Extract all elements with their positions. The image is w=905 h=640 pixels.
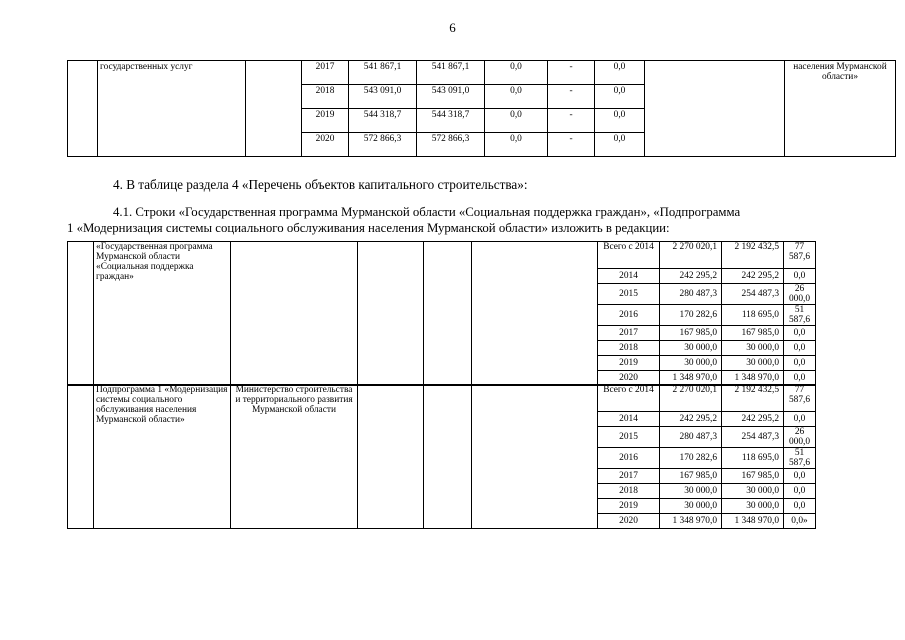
total-cell: 280 487,3 [660, 284, 722, 305]
table-cell-empty [645, 61, 785, 157]
federal-cell: 0,0 [784, 484, 816, 499]
federal-cell: 0,0 [485, 133, 548, 157]
year-cell: 2015 [598, 427, 660, 448]
regional-cell: 30 000,0 [722, 499, 784, 514]
table-row [68, 385, 816, 412]
year-cell: 2020 [598, 514, 660, 529]
paragraph-section-4: 4. В таблице раздела 4 «Перечень объектов капитального строительства»: [113, 177, 528, 192]
table-cell-empty [358, 242, 424, 386]
year-cell: 2018 [598, 484, 660, 499]
other-cell: 0,0 [595, 133, 645, 157]
federal-cell: 26 000,0 [784, 284, 816, 305]
regional-cell: 167 985,0 [722, 326, 784, 341]
executor-cell: Министерство строительства и территориального развития Мурманской области [231, 385, 358, 529]
federal-cell: 0,0 [485, 61, 548, 85]
program-name-cell: государственных услуг [98, 61, 246, 157]
regional-cell: 572 866,3 [417, 133, 485, 157]
regional-cell: 2 192 432,5 [722, 242, 784, 269]
page-number: 6 [449, 20, 456, 35]
program-table [67, 241, 816, 386]
total-cell: 242 295,2 [660, 412, 722, 427]
table-cell-empty [246, 61, 302, 157]
table-cell-empty [424, 242, 472, 386]
table-cell-empty [358, 385, 424, 529]
other-cell: 0,0 [595, 85, 645, 109]
year-cell: Всего с 2014 [598, 242, 660, 269]
table-cell-empty [472, 242, 598, 386]
regional-cell: 30 000,0 [722, 356, 784, 371]
table-cell-empty [472, 385, 598, 529]
year-cell: 2014 [598, 269, 660, 284]
subprogram-table [67, 384, 816, 529]
federal-cell: 0,0 [784, 499, 816, 514]
total-cell: 1 348 970,0 [660, 371, 722, 386]
federal-cell: 26 000,0 [784, 427, 816, 448]
regional-cell: 1 348 970,0 [722, 514, 784, 529]
top-continuation-table [67, 60, 896, 157]
table-cell-number [68, 242, 94, 386]
year-cell: 2019 [302, 109, 349, 133]
federal-cell: 0,0 [784, 469, 816, 484]
local-cell: - [548, 133, 595, 157]
federal-cell: 0,0 [784, 326, 816, 341]
year-cell: Всего с 2014 [598, 385, 660, 412]
regional-cell: 1 348 970,0 [722, 371, 784, 386]
regional-cell: 30 000,0 [722, 484, 784, 499]
total-cell: 280 487,3 [660, 427, 722, 448]
year-cell: 2017 [598, 469, 660, 484]
total-cell: 2 270 020,1 [660, 242, 722, 269]
subprogram-name-cell: Подпрограмма 1 «Модернизация системы социального обслуживания населения Мурманской области» [94, 385, 231, 529]
regional-cell: 118 695,0 [722, 305, 784, 326]
total-cell: 242 295,2 [660, 269, 722, 284]
paragraph-4-1-line-1: 4.1. Строки «Государственная программа Мурманской области «Социальная поддержка граждан», «Подпрограмма [113, 205, 741, 219]
other-cell: 0,0 [595, 61, 645, 85]
other-cell: 0,0 [595, 109, 645, 133]
year-cell: 2020 [598, 371, 660, 386]
federal-cell: 0,0 [784, 356, 816, 371]
regional-cell: 544 318,7 [417, 109, 485, 133]
federal-cell: 0,0 [784, 371, 816, 386]
federal-cell: 0,0» [784, 514, 816, 529]
total-cell: 30 000,0 [660, 499, 722, 514]
table-cell-empty [424, 385, 472, 529]
year-cell: 2015 [598, 284, 660, 305]
federal-cell: 0,0 [485, 85, 548, 109]
federal-cell: 77 587,6 [784, 242, 816, 269]
total-cell: 1 348 970,0 [660, 514, 722, 529]
year-cell: 2014 [598, 412, 660, 427]
regional-cell: 543 091,0 [417, 85, 485, 109]
total-cell: 30 000,0 [660, 341, 722, 356]
federal-cell: 0,0 [784, 412, 816, 427]
year-cell: 2017 [598, 326, 660, 341]
regional-cell: 30 000,0 [722, 341, 784, 356]
regional-cell: 167 985,0 [722, 469, 784, 484]
total-cell: 2 270 020,1 [660, 385, 722, 412]
total-cell: 167 985,0 [660, 326, 722, 341]
year-cell: 2019 [598, 499, 660, 514]
executor-cell [231, 242, 358, 386]
total-cell: 572 866,3 [349, 133, 417, 157]
total-cell: 543 091,0 [349, 85, 417, 109]
year-cell: 2020 [302, 133, 349, 157]
total-cell: 170 282,6 [660, 448, 722, 469]
year-cell: 2016 [598, 305, 660, 326]
regional-cell: 541 867,1 [417, 61, 485, 85]
federal-cell: 51 587,6 [784, 305, 816, 326]
total-cell: 544 318,7 [349, 109, 417, 133]
regional-cell: 254 487,3 [722, 427, 784, 448]
regional-cell: 118 695,0 [722, 448, 784, 469]
table-cell-number [68, 61, 98, 157]
federal-cell: 77 587,6 [784, 385, 816, 412]
total-cell: 30 000,0 [660, 356, 722, 371]
table-row [68, 61, 896, 85]
year-cell: 2017 [302, 61, 349, 85]
year-cell: 2016 [598, 448, 660, 469]
total-cell: 30 000,0 [660, 484, 722, 499]
local-cell: - [548, 109, 595, 133]
federal-cell: 0,0 [784, 269, 816, 284]
local-cell: - [548, 61, 595, 85]
table-row [68, 242, 816, 269]
regional-cell: 242 295,2 [722, 269, 784, 284]
federal-cell: 0,0 [784, 341, 816, 356]
table-cell-number [68, 385, 94, 529]
regional-cell: 2 192 432,5 [722, 385, 784, 412]
federal-cell: 51 587,6 [784, 448, 816, 469]
regional-cell: 242 295,2 [722, 412, 784, 427]
year-cell: 2018 [302, 85, 349, 109]
federal-cell: 0,0 [485, 109, 548, 133]
local-cell: - [548, 85, 595, 109]
program-name-cell: «Государственная программа Мурманской области «Социальная поддержка граждан» [94, 242, 231, 386]
executor-cell: населения Мурманской области» [785, 61, 896, 157]
year-cell: 2018 [598, 341, 660, 356]
total-cell: 167 985,0 [660, 469, 722, 484]
total-cell: 541 867,1 [349, 61, 417, 85]
year-cell: 2019 [598, 356, 660, 371]
total-cell: 170 282,6 [660, 305, 722, 326]
regional-cell: 254 487,3 [722, 284, 784, 305]
paragraph-4-1-line-2: 1 «Модернизация системы социального обслуживания населения Мурманской области» изложить в редакции: [67, 221, 670, 235]
